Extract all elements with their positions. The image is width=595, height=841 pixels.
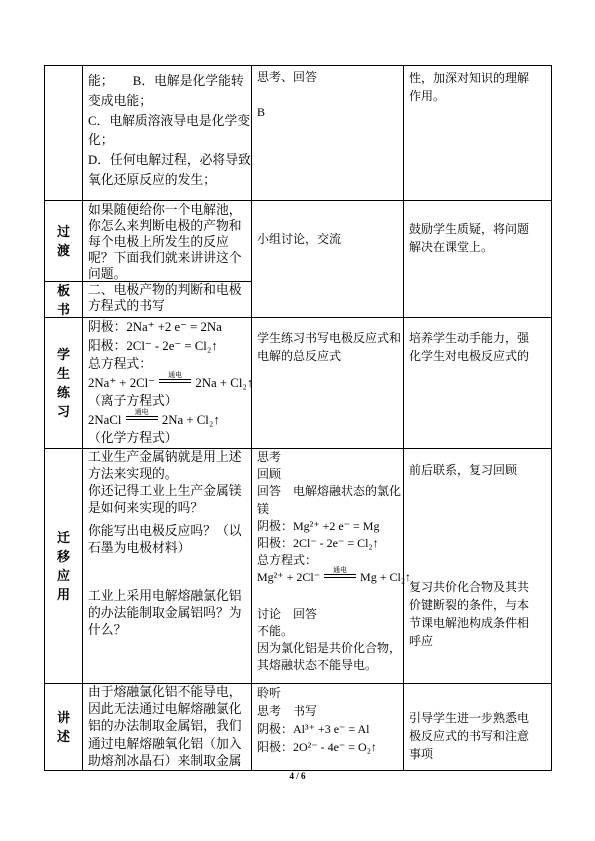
reaction-condition: 通电 [168,370,183,379]
row-5-activity [252,449,412,684]
row-1-activity [252,66,404,201]
row-5-content [83,449,252,684]
magnesium-equation-right: Mg + Cl₂↑ [360,570,412,585]
magnesium-equation-left: Mg²⁺ + 2Cl⁻ [257,570,321,585]
row-4-label-text: 学生练习 [56,347,70,419]
row-5-activity-discussion: 讨论 回答 不能。 因为氯化铝是共价化合物， 其熔融状态不能导电。 [257,606,402,673]
row-6-intent [404,684,552,771]
row-3-content-text: 二、电极产物的判断和电极 方程式的书写 [88,283,242,313]
row-6-label-text: 讲述 [56,710,70,744]
chemical-equation-left: 2NaCl [88,412,122,427]
row-1-activity-text: 思考、回答 B [257,70,318,119]
row-2-activity [252,201,404,318]
ionic-equation-left: 2Na⁺ + 2Cl⁻ [88,375,155,390]
row-6-intent-text: 引导学生进一步熟悉电 极反应式的书写和注意 事项 [409,711,530,761]
row-3-content [83,282,252,318]
row-6-activity-text: 聆听 思考 书写 阴极：Al³⁺ +3 e⁻ = Al 阳极：2O²⁻ - 4e⁻ = O₂↑ [257,686,377,754]
row-1-intent-text: 性，加深对知识的理解 作用。 [409,71,530,103]
row-6-label [45,684,83,771]
row-5-intent [404,449,552,684]
row-2-intent-text: 鼓励学生质疑，将问题 解决在课堂上。 [409,222,530,254]
row-3-label [45,282,83,318]
row-5-intent-p1: 前后联系，复习回顾 [409,463,518,477]
row-3-label-text: 板书 [56,282,70,317]
row-2-label-text: 过渡 [56,224,70,258]
reaction-condition-sign [159,370,191,383]
row-5-activity-lines: 思考 回顾 回答 电解熔融状态的氯化 镁 阴极：Mg²⁺ +2 e⁻ = Mg 阳极：2Cl⁻ - 2e⁻ = Cl₂↑ 总方程式： [257,450,402,568]
row-6-content [83,684,252,771]
row-5-intent-p2: 复习共价化合物及其共 价键断裂的条件，与本 节课电解池构成条件相 呼应 [409,580,530,648]
row-6-content-text: 由于熔融氯化铝不能导电， 因此无法通过电解熔融氯化 铝的办法制取金属铝，我们 通过电解熔融氧化铝（加入 助熔剂冰晶石）来制取金属 [88,685,242,768]
ionic-equation [88,370,254,393]
row-6-activity [252,684,404,771]
row-5-label-text: 迁移应用 [56,530,70,602]
row-2-intent [404,201,552,318]
ionic-equation-note: （离子方程式） [88,394,178,408]
row-4-activity-text: 学生练习书写电极反应式和 电解的总反应式 [257,331,402,363]
row-4-activity [252,318,404,449]
ionic-equation-right: 2Na + Cl₂↑ [195,375,254,390]
row-2-activity-text: 小组讨论，交流 [257,232,342,246]
chemical-equation-note: （化学方程式） [88,431,178,445]
row-5-content-p1: 工业生产金属钠就是用上述 方法来实现的。 你还记得工业上生产金属镁 是如何来实现的吗？ [88,450,242,515]
reaction-condition: 通电 [333,565,348,574]
lesson-plan-table [44,65,552,771]
row-1-label [45,66,83,201]
chemical-equation-right: 2Na + Cl₂↑ [161,412,220,427]
row-4-electrode-equations: 阴极：2Na⁺ +2 e⁻ = 2Na 阳极：2Cl⁻ - 2e⁻ = Cl₂↑ 总方程式： [88,320,222,371]
row-1-content [83,66,252,201]
row-1-content-text: 能； B．电解是化学能转 变成电能； C．电解质溶液导电是化学变 化； D．任何电解过程，必将导致 氧化还原反应的发生； [88,74,251,187]
row-4-label [45,318,83,449]
row-2-content-text: 如果随便给你一个电解池， 你怎么来判断电极的产物和 每个电极上所发生的反应 呢？下面我们就来讲讲这个 问题。 [88,203,242,281]
magnesium-equation [257,565,412,586]
row-2-label [45,201,83,282]
row-5-label [45,449,83,684]
row-5-content-p2: 你能写出电极反应吗？（以 石墨为电极材料） [88,524,242,555]
page-number: 4 / 6 [289,771,306,781]
reaction-condition: 通电 [134,407,149,416]
row-4-content [83,318,252,449]
reaction-condition-sign [126,407,158,420]
chemical-equation [88,407,251,430]
row-1-intent [404,66,552,201]
row-5-content-p3: 工业上采用电解熔融氯化铝 的办法能制取金属铝吗？为 什么？ [88,589,242,637]
reaction-condition-sign [324,565,356,578]
row-2-content [83,201,252,282]
row-4-intent-text: 培养学生动手能力，强 化学生对电极反应式的 [409,331,530,363]
row-4-intent [404,318,552,449]
